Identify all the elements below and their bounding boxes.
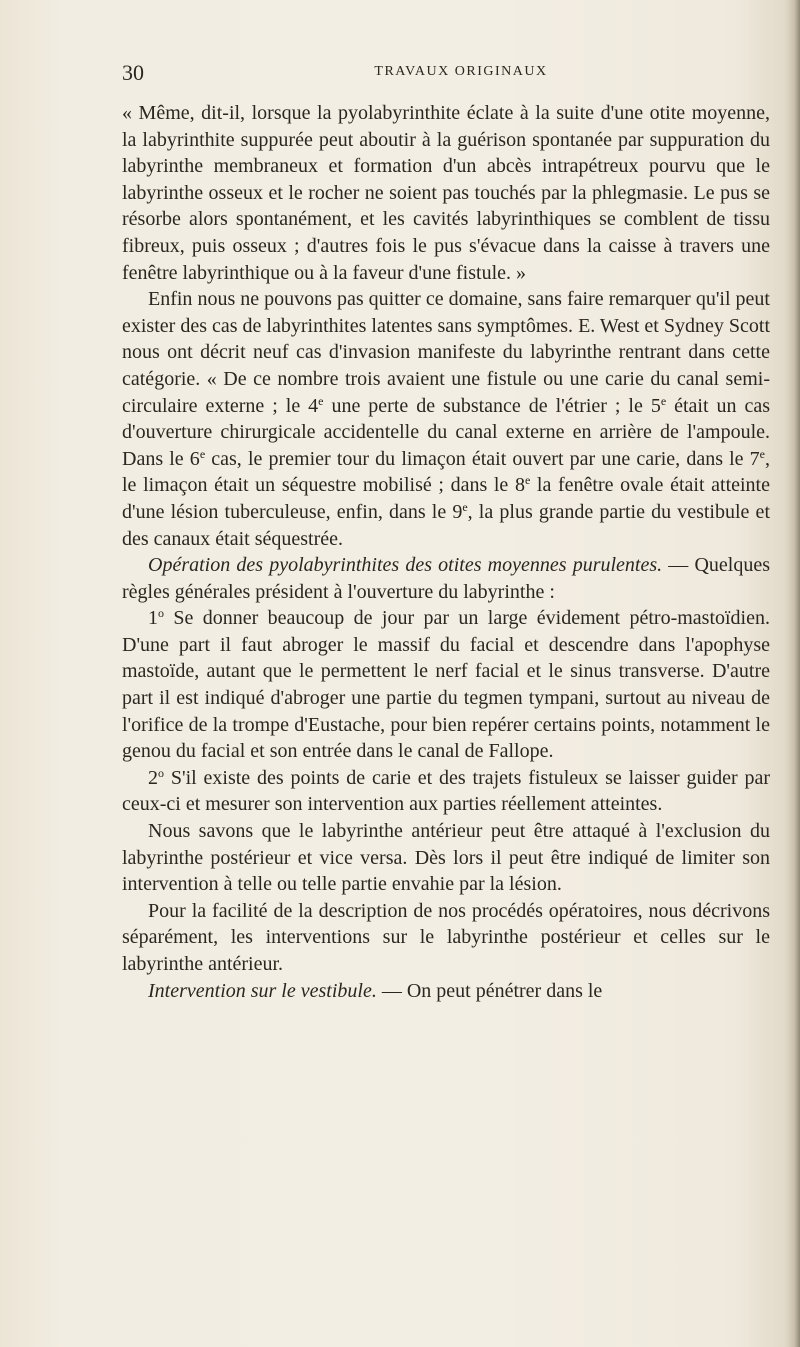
superscript: e	[660, 393, 667, 408]
text-run: était un cas d'ouverture chirurgicale accidentelle du canal externe en arrière de l'ampoule. Dans le 6	[122, 394, 770, 470]
paragraph-rule-1	[122, 605, 770, 765]
text-run: une perte de substance de l'étrier ; le 5	[323, 394, 661, 417]
text-run: , la plus grande partie du vestibule et des canaux était séquestrée.	[122, 500, 770, 550]
rule-number: 1	[148, 607, 158, 630]
paragraph-operation-heading	[122, 552, 770, 605]
paragraph-description	[122, 898, 770, 978]
paragraph-rule-2	[122, 765, 770, 818]
paragraph-quote-text: « Même, dit-il, lorsque la pyolabyrinthite éclate à la suite d'une otite moyenne, la labyrinthite suppurée peut aboutir à la guérison spontanée par suppuration du labyrinthe membraneux et formation d'un abcès intrapétreux pourvu que le labyrinthe osseux et le rocher ne soient pas touchés par la phlegmasie. Le pus se résorbe alors spontanément, et les cavités labyrinthiques se comblent de tissu fibreux, puis osseux ; d'autres fois le pus s'évacue dans la caisse à travers une fenêtre labyrinthique ou à la faveur d'une fistule. »	[122, 102, 770, 284]
superscript: e	[759, 446, 765, 461]
paragraph-latent-labyrinthitis	[122, 286, 770, 552]
superscript: e	[462, 499, 468, 514]
section-heading-operation: Opération des pyolabyrinthites des otites moyennes purulentes.	[148, 554, 663, 577]
section-heading-vestibule: Intervention sur le vestibule.	[148, 979, 377, 1002]
text-run: la fenêtre ovale était atteinte d'une lésion tuberculeuse, enfin, dans le 9	[122, 474, 770, 523]
page-number: 30	[122, 60, 144, 85]
page-header	[122, 60, 770, 90]
body-text	[122, 100, 770, 1004]
page-edge-shadow	[786, 0, 800, 1347]
text-run: S'il existe des points de carie et des trajets fistuleux se laisser guider par ceux-ci et mesurer son intervention aux parties réellement atteintes.	[122, 766, 770, 816]
text-run: Pour la facilité de la description de nos procédés opératoires, nous décrivons séparément, les interventions sur le labyrinthe postérieur et celles sur le labyrinthe antérieur.	[122, 899, 770, 975]
text-run: , le limaçon était un séquestre mobilisé ; dans le 8	[122, 447, 770, 497]
superscript: o	[158, 765, 164, 780]
text-run: Se donner beaucoup de jour par un large évidement pétro-mastoïdien. D'une part il faut abroger le massif du facial et descendre dans l'apophyse mastoïde, autant que le permettent le nerf facial et le sinus transverse. D'autre part il est indiqué d'abroger une partie du tegmen tympani, surtout au niveau de l'orifice de la trompe d'Eustache, pour bien repérer certains points, notamment le genou du facial et son entrée dans le canal de Fallope.	[122, 607, 770, 763]
text-run: Nous savons que le labyrinthe antérieur peut être attaqué à l'exclusion du labyrinthe postérieur et vice versa. Dès lors il peut être indiqué de limiter son intervention à telle ou telle partie envahie par la lésion.	[122, 820, 770, 896]
rule-number: 2	[148, 766, 158, 789]
superscript: e	[199, 446, 206, 461]
running-head: TRAVAUX ORIGINAUX	[374, 64, 548, 79]
paragraph-vestibule-intervention	[122, 978, 770, 1005]
superscript: e	[318, 393, 324, 408]
superscript: e	[524, 473, 531, 488]
text-run: — Quelques règles générales président à l'ouverture du labyrinthe :	[122, 554, 770, 603]
text-run: — On peut pénétrer dans le	[376, 979, 603, 1002]
paragraph-anterior-posterior	[122, 818, 770, 898]
text-run: cas, le premier tour du limaçon était ouvert par une carie, dans le 7	[205, 447, 760, 470]
superscript: o	[158, 606, 164, 621]
paragraph-quote	[122, 100, 770, 286]
text-run: Enfin nous ne pouvons pas quitter ce domaine, sans faire remarquer qu'il peut exister des cas de labyrinthites latentes sans symptômes. E. West et Sydney Scott nous ont décrit neuf cas d'invasion manifeste du labyrinthe rentrant dans cette catégorie. « De ce nombre trois avaient une fistule ou une carie du canal semi-circulaire externe ; le 4	[122, 288, 770, 417]
